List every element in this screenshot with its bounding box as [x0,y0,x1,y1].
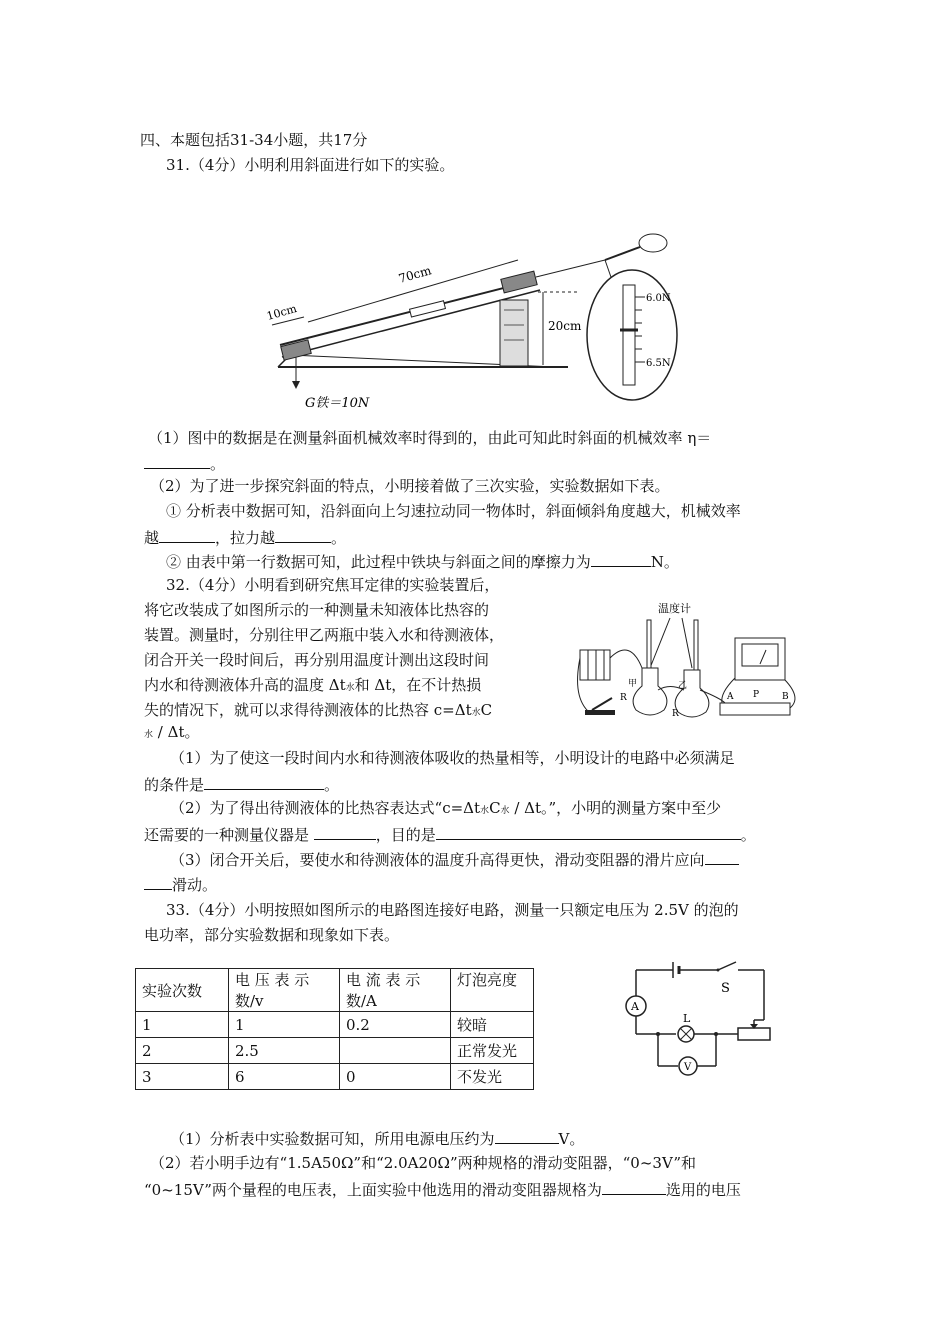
table-cell: 6 [229,1064,340,1090]
table-cell: 1 [136,1012,229,1038]
flask-yi-label: 乙 [678,681,688,691]
q33-text: 选用的电压 [665,1181,741,1199]
answer-blank[interactable] [436,823,741,840]
thermometer-label: 温度计 [658,602,691,615]
table-header-text: 数/v [235,992,264,1010]
q32-text: / Δt。”，小明的测量方案中至少 [509,799,722,817]
table-header-cell [136,969,229,1012]
q33-part2-cont [144,1178,741,1200]
q32-text: （2）为了得出待测液体的比热容表达式“c=Δt [170,799,481,817]
gravity-label: G铁＝10N [305,396,370,411]
ammeter-symbol: A [631,1000,639,1013]
incline-length-label: 70cm [396,263,433,286]
q33-text: V。 [558,1130,585,1148]
q33-part2: （2）若小明手边有“1.5A50Ω”和“2.0A20Ω”两种规格的滑动变阻器，“0~3V”和 [150,1154,697,1172]
q32-text: 失的情况下，就可以求得待测液体的比热容 c=Δt [144,701,472,719]
table-header-cell [340,969,451,1012]
flask-jia-label: 甲 [628,679,638,689]
q31-part2-sub2 [166,550,679,572]
q31-text: N。 [650,553,679,571]
q33-text: （1）分析表中实验数据可知，所用电源电压约为 [170,1130,495,1148]
scale-bottom-label: 6.5N [646,358,671,369]
offset-length-label: 10cm [265,301,299,323]
table-cell [340,1038,451,1064]
table-header-text: 电 压 表 示 [235,971,310,989]
table-header-text: 实验次数 [142,981,203,1000]
q32-subscript: 水 [471,708,481,718]
q32-text: （3）闭合开关后，要使水和待测液体的温度升高得更快，滑动变阻器的滑片应向 [170,851,705,869]
q33-text: “0~15V”两个量程的电压表，上面实验中他选用的滑动变阻器规格为 [144,1181,602,1199]
q31-part1: （1）图中的数据是在测量斜面机械效率时得到的，由此可知此时斜面的机械效率 η＝ [148,429,712,447]
q31-part2: （2）为了进一步探究斜面的特点，小明接着做了三次实验，实验数据如下表。 [150,477,670,495]
experiment-data-table [135,968,534,1090]
q32-text: 滑动。 [172,876,218,894]
q32-subscript: 水 [480,806,490,816]
q32-text: 的条件是 [144,776,205,794]
incline-height-label: 20cm [548,319,582,333]
q32-text: 内水和待测液体升高的温度 Δt [144,676,346,694]
q32-text: ，目的是 [375,826,436,844]
resistor-jia-label: R [620,693,627,703]
q31-part1-answer-line [144,452,225,474]
q32-text: 。 [740,826,756,844]
q32-subscript: 水 [144,730,154,740]
rheostat-b-label: B [782,692,789,702]
q31-part1-end: 。 [210,455,226,473]
q32-line2: 将它改装成了如图所示的一种测量未知液体比热容的 [144,601,490,619]
q32-text: C [489,799,501,817]
q32-line1: 32.（4分）小明看到研究焦耳定律的实验装置后， [166,576,500,594]
table-row [136,1038,534,1064]
answer-blank[interactable] [314,823,376,840]
q31-text: ② 由表中第一行数据可知，此过程中铁块与斜面之间的摩擦力为 [166,553,591,571]
table-cell: 0 [340,1064,451,1090]
q32-subscript: 水 [345,683,355,693]
answer-blank[interactable] [602,1178,666,1195]
q31-stem: 31.（4分）小明利用斜面进行如下的实验。 [166,156,455,174]
table-cell: 较暗 [451,1012,534,1038]
heat-capacity-apparatus-figure [570,598,802,728]
rheostat-a-label: A [727,692,734,702]
q33-line1: 33.（4分）小明按照如图所示的电路图连接好电路，测量一只额定电压为 2.5V 的泡的 [166,901,739,919]
q32-text: 还需要的一种测量仪器是 [144,826,314,844]
q33-line2: 电功率，部分实验数据和现象如下表。 [144,926,400,944]
q32-text: 。 [324,776,340,794]
q32-sub3 [170,848,739,870]
table-row [136,1064,534,1090]
q31-part2-sub1: ① 分析表中数据可知，沿斜面向上匀速拉动同一物体时，斜面倾斜角度越大，机械效率 [166,502,741,520]
answer-blank[interactable] [144,873,172,890]
q32-line3: 装置。测量时，分别往甲乙两瓶中装入水和待测液体， [144,626,505,644]
q31-text: ，拉力越 [215,529,276,547]
switch-label: S [721,981,730,996]
q32-text: 和 Δt，在不计热损 [354,676,482,694]
q32-line5 [144,675,481,698]
q31-text: 。 [331,529,347,547]
table-cell: 1 [229,1012,340,1038]
q33-part1 [170,1127,584,1149]
q32-line6 [144,700,492,723]
table-cell: 3 [136,1064,229,1090]
table-cell: 不发光 [451,1064,534,1090]
q32-sub1-cont [144,773,339,795]
answer-blank[interactable] [144,452,210,469]
q32-sub2-cont [144,823,756,845]
answer-blank[interactable] [159,526,215,543]
table-row [136,969,534,1012]
voltmeter-symbol: V [684,1062,692,1073]
circuit-diagram [618,958,783,1083]
table-header-text: 灯泡亮度 [457,971,518,989]
answer-blank[interactable] [705,848,739,865]
table-header-text: 数/A [346,992,377,1010]
q32-line4: 闭合开关一段时间后，再分别用温度计测出这段时间 [144,651,490,669]
table-cell: 正常发光 [451,1038,534,1064]
q32-sub1: （1）为了使这一段时间内水和待测液体吸收的热量相等，小明设计的电路中必须满足 [170,749,735,767]
section-title: 四、本题包括31-34小题，共17分 [140,131,368,149]
q32-subscript: 水 [500,806,510,816]
scale-top-label: 6.0N [646,293,671,304]
answer-blank[interactable] [591,550,651,567]
q32-sub2 [170,798,721,821]
q31-part2-sub1-cont [144,526,346,548]
table-cell: 2 [136,1038,229,1064]
answer-blank[interactable] [275,526,331,543]
table-header-cell [451,969,534,1012]
table-row [136,1012,534,1038]
q32-sub3-cont [144,873,217,895]
table-cell: 2.5 [229,1038,340,1064]
answer-blank[interactable] [495,1127,559,1144]
q32-text: / Δt。 [153,723,200,741]
incline-figure [260,225,680,420]
resistor-yi-label: R [672,709,679,719]
rheostat-p-label: P [753,690,760,700]
q32-line7 [144,722,199,745]
q32-text: C [480,701,493,719]
q31-text: 越 [144,529,160,547]
table-header-cell [229,969,340,1012]
table-header-text: 电 流 表 示 [346,971,421,989]
lamp-label: L [683,1012,691,1025]
answer-blank[interactable] [204,773,324,790]
table-cell: 0.2 [340,1012,451,1038]
